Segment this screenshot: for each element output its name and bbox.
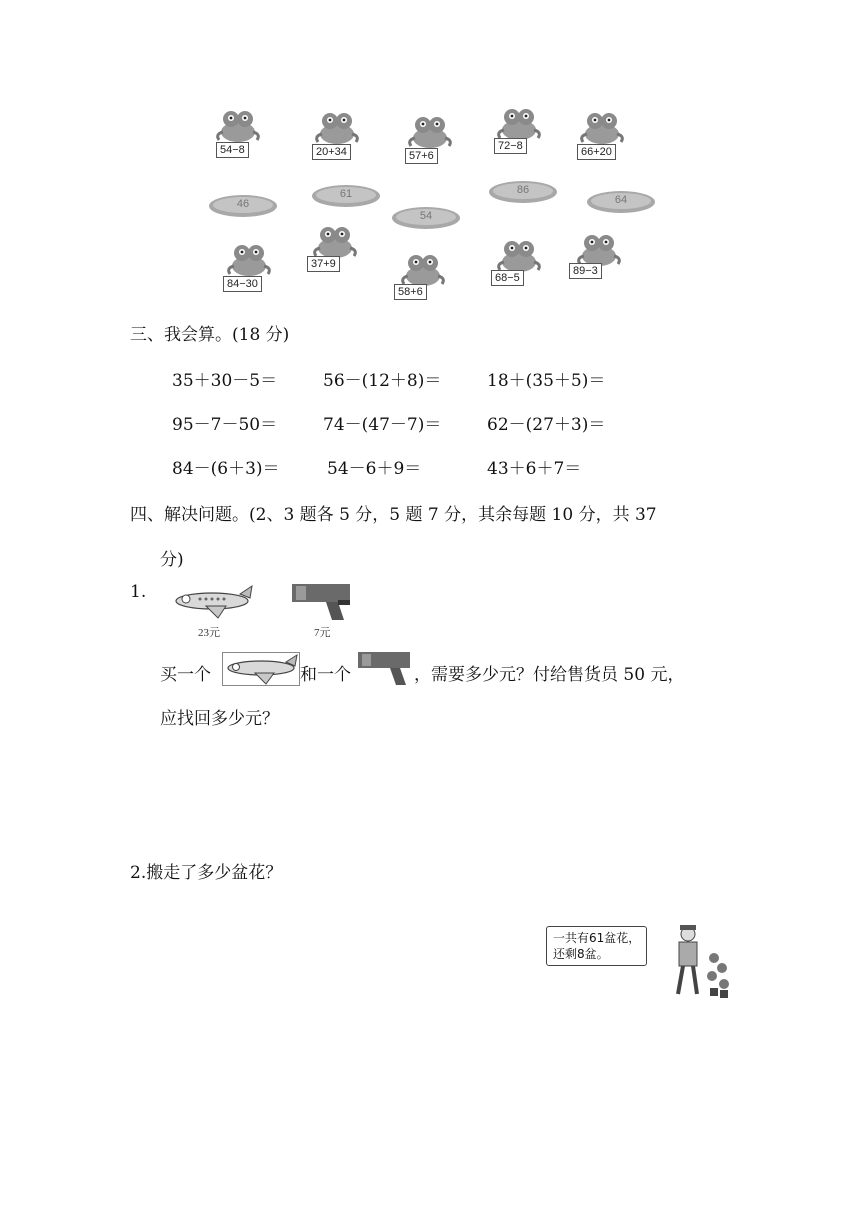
frog-expression: 57+6: [405, 148, 438, 164]
calc-problem: 95－7－50＝: [172, 415, 278, 435]
lily-pad-number: 61: [339, 188, 353, 200]
frog-icon: [494, 104, 544, 142]
frog-card: [224, 240, 294, 290]
frog-expression: 66+20: [577, 144, 616, 160]
frog-card: [310, 222, 380, 270]
frog-card: [213, 106, 283, 156]
frog-card: [494, 236, 564, 284]
frog-card: [398, 250, 468, 298]
gardener-figure: [666, 922, 732, 1000]
q1-text-c: ，需要多少元？付给售货员 50 元，: [414, 665, 685, 685]
lily-pad-number: 64: [614, 194, 628, 206]
frog-expression: 37+9: [307, 256, 340, 272]
frog-icon: [312, 108, 362, 146]
calc-problem: 18＋(35＋5)＝: [487, 371, 606, 391]
calc-problem: 84－(6＋3)＝: [172, 459, 280, 479]
airplane-inline-image: [222, 652, 300, 686]
lily-pad: [391, 206, 461, 230]
frog-expression: 89−3: [569, 263, 602, 279]
frog-icon: [577, 108, 627, 146]
calc-problem: 62－(27＋3)＝: [487, 415, 606, 435]
frog-icon: [494, 236, 544, 274]
lily-pad-number: 86: [516, 184, 530, 196]
frog-card: [405, 112, 475, 162]
question-number: 1.: [130, 582, 147, 602]
calc-problem: 74－(47－7)＝: [323, 415, 442, 435]
frog-icon: [405, 112, 455, 150]
frog-expression: 84−30: [223, 276, 262, 292]
airplane-price: 23元: [198, 627, 220, 639]
q1-text-line2: 应找回多少元？: [160, 709, 279, 729]
calc-problem: 35＋30－5＝: [172, 371, 278, 391]
frog-card: [312, 108, 382, 158]
frog-expression: 68−5: [491, 270, 524, 286]
calc-problem: 56－(12＋8)＝: [323, 371, 442, 391]
section3-heading: 三、我会算。(18 分): [130, 325, 290, 345]
frog-card: [577, 108, 647, 158]
bubble-line2: 还剩8盆。: [553, 947, 609, 961]
speech-bubble: [546, 926, 647, 966]
toy-gun-image: [288, 580, 354, 624]
q2-title: 2.搬走了多少盆花？: [130, 863, 283, 883]
airplane-icon: [172, 584, 254, 620]
section4-heading-cont: 分): [160, 550, 184, 570]
lily-pad: [208, 194, 278, 218]
toy-gun-inline-image: [356, 648, 414, 688]
lily-pad: [311, 184, 381, 208]
calc-problem: 43＋6＋7＝: [487, 459, 582, 479]
bubble-line1: 一共有61盆花，: [553, 931, 641, 945]
frog-icon: [224, 240, 274, 278]
gardener-icon: [666, 922, 732, 1000]
frog-icon: [398, 250, 448, 288]
toy-gun-icon: [356, 648, 414, 688]
frog-icon: [213, 106, 263, 144]
frog-expression: 58+6: [394, 284, 427, 300]
lily-pad: [586, 190, 656, 214]
calc-problem: 54－6＋9＝: [327, 459, 422, 479]
airplane-icon: [223, 653, 299, 685]
airplane-image: [172, 584, 254, 620]
frog-expression: 54−8: [216, 142, 249, 158]
lily-pad-number: 54: [419, 210, 433, 222]
section4-heading: 四、解决问题。(2、3 题各 5 分，5 题 7 分，其余每题 10 分，共 37: [130, 505, 657, 525]
frog-card: [494, 104, 564, 152]
toy-gun-icon: [288, 580, 354, 624]
lily-pad: [488, 180, 558, 204]
q1-text-a: 买一个: [160, 665, 211, 685]
frog-icon: [310, 222, 360, 260]
frog-expression: 20+34: [312, 144, 351, 160]
q1-text-b: 和一个: [300, 665, 351, 685]
frog-card: [573, 230, 644, 277]
frog-expression: 72−8: [494, 138, 527, 154]
lily-pad-number: 46: [236, 198, 250, 210]
toy-gun-price: 7元: [314, 627, 331, 639]
